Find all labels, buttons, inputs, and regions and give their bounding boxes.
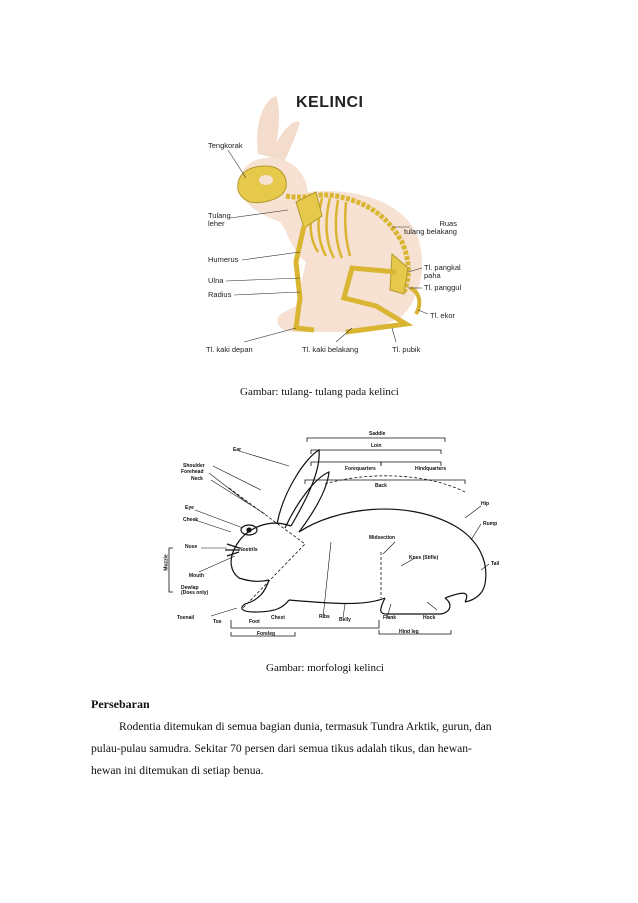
label-toe: Toe — [213, 619, 222, 625]
label-hindleg: Hind leg — [399, 629, 419, 635]
label-tulang-leher: Tulang leher — [208, 211, 231, 228]
label-knee: Knee (Stifle) — [409, 555, 439, 561]
label-back: Back — [375, 483, 387, 489]
paragraph-line-2: pulau-pulau samudra. Sekitar 70 persen dari semua tikus adalah tikus, dan hewan- — [91, 742, 472, 755]
label-saddle: Saddle — [369, 431, 386, 437]
section-paragraph — [91, 716, 548, 782]
label-toenail: Toenail — [177, 615, 195, 621]
label-tail: Tail — [491, 561, 500, 567]
label-ulna: Ulna — [208, 276, 224, 285]
figure2-caption: Gambar: morfologi kelinci — [266, 662, 384, 674]
figure-title: KELINCI — [296, 94, 364, 111]
label-forehead: Forehead — [181, 469, 204, 475]
label-ribs: Ribs — [319, 614, 330, 620]
label-ekor: Tl. ekor — [430, 311, 456, 320]
rabbit-morphology-illustration — [165, 432, 505, 640]
label-forequarters: Forequarters — [345, 466, 376, 472]
morphology-figure — [165, 432, 505, 640]
paragraph-line-3: hewan ini ditemukan di setiap benua. — [91, 764, 264, 777]
label-kaki-belakang: Tl. kaki belakang — [302, 345, 359, 354]
label-hindquarters: Hindquarters — [415, 466, 447, 472]
label-foot: Foot — [249, 619, 260, 625]
label-loin: Loin — [371, 443, 382, 449]
label-kaki-depan: Tl. kaki depan — [206, 345, 253, 354]
label-humerus: Humerus — [208, 255, 239, 264]
label-shoulder: Shoulder — [183, 463, 205, 469]
label-chest: Chest — [271, 615, 285, 621]
label-dewlap: Dewlap (Does only) — [181, 585, 209, 596]
label-mouth: Mouth — [189, 573, 204, 579]
label-ear: Ear — [233, 447, 242, 453]
label-neck: Neck — [191, 476, 203, 482]
label-hock: Hock — [423, 615, 436, 621]
label-belly: Belly — [339, 617, 351, 623]
label-muzzle: Muzzle — [163, 554, 170, 571]
label-eye: Eye — [185, 505, 194, 511]
paragraph-line-1: Rodentia ditemukan di semua bagian dunia, termasuk Tundra Arktik, gurun, dan — [119, 720, 492, 733]
label-panggul: Tl. panggul — [424, 283, 462, 292]
label-midsection: Midsection — [369, 535, 396, 541]
label-nostrils: Nostrils — [239, 547, 258, 553]
label-pangkal-paha: Tl. pangkal paha — [424, 263, 461, 280]
label-rump: Rump — [483, 521, 498, 527]
label-radius: Radius — [208, 290, 232, 299]
label-foreleg: Foreleg — [257, 631, 276, 637]
skeleton-figure — [196, 92, 474, 364]
label-flank: Flank — [383, 615, 397, 621]
figure1-caption: Gambar: tulang- tulang pada kelinci — [240, 386, 399, 398]
label-nose: Nose — [185, 544, 198, 550]
label-tengkorak: Tengkorak — [208, 141, 243, 150]
section-heading: Persebaran — [91, 697, 150, 711]
label-ruas: Ruas tulang belakang — [404, 219, 457, 236]
label-hip: Hip — [481, 501, 490, 507]
label-cheek: Cheek — [183, 517, 199, 523]
label-pubik: Tl. pubik — [392, 345, 421, 354]
